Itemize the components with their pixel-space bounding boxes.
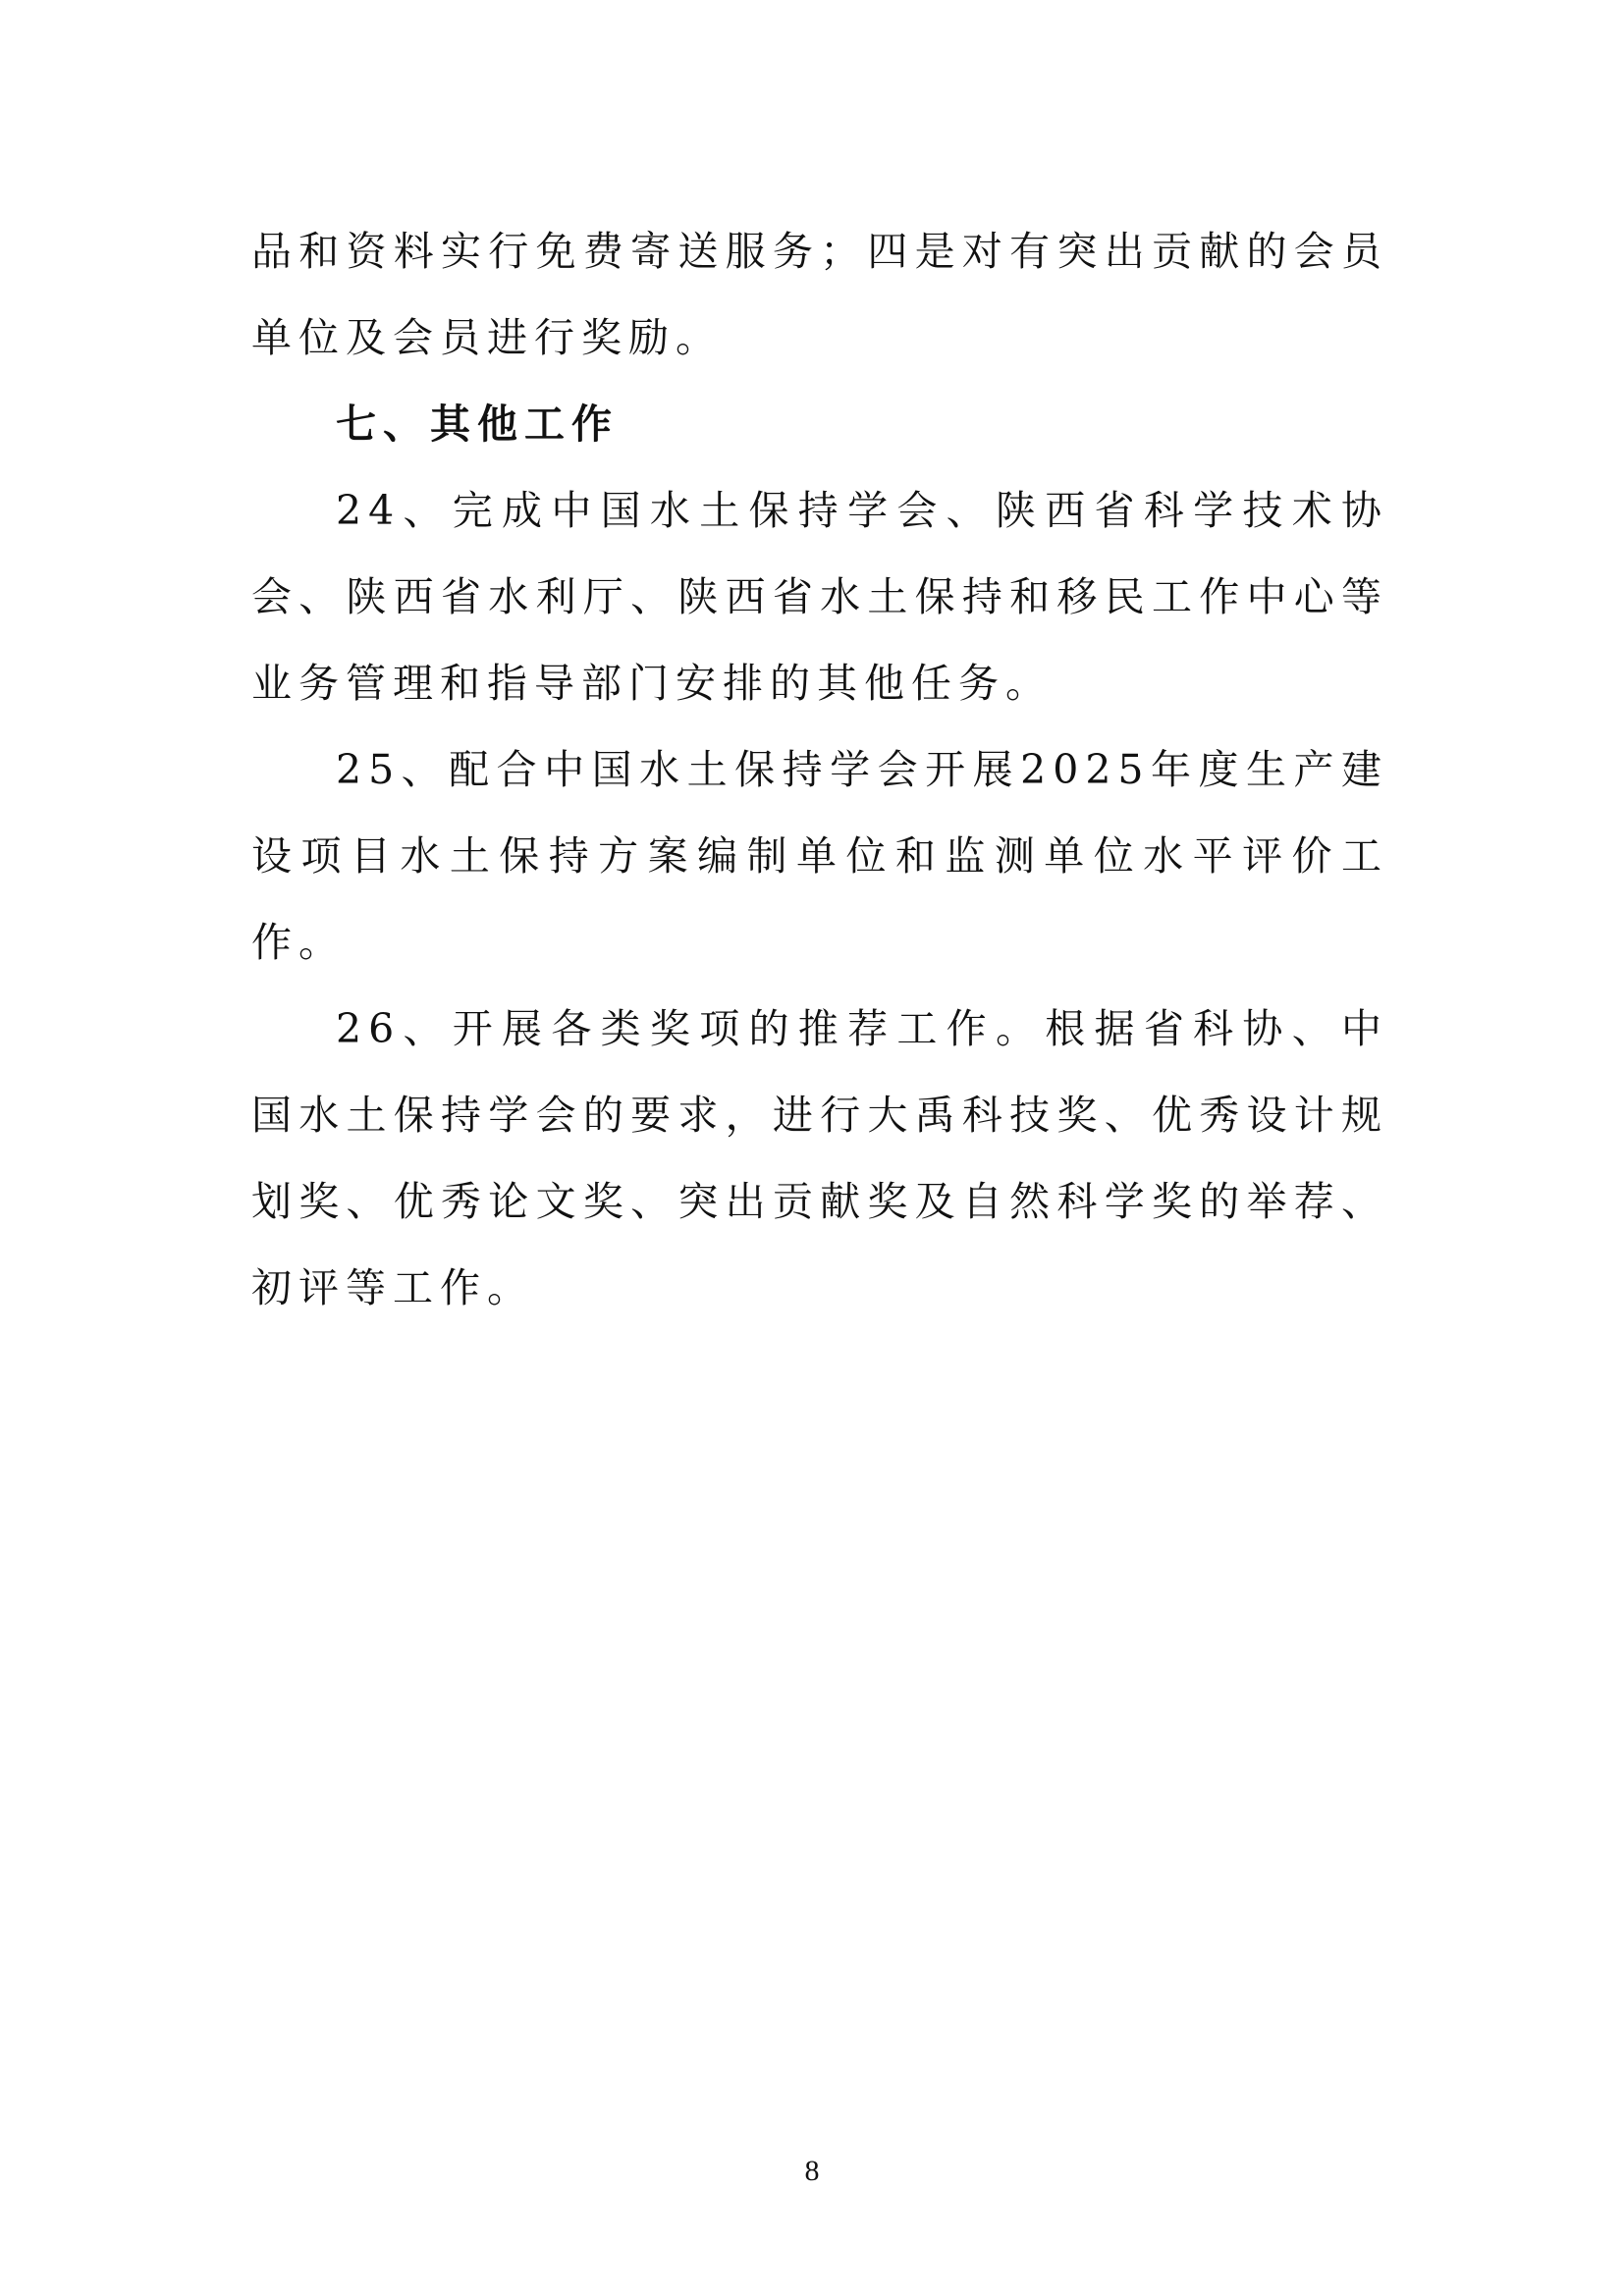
paragraph-item-25: 25、配合中国水土保持学会开展2025年度生产建设项目水土保持方案编制单位和监测单位水平评价工作。 (251, 746, 1388, 966)
paragraph-item-24: 24、完成中国水土保持学会、陕西省科学技术协会、陕西省水利厅、陕西省水土保持和移民工作中心等业务管理和指导部门安排的其他任务。 (251, 487, 1388, 707)
paragraph-item-26: 26、开展各类奖项的推荐工作。根据省科协、中国水土保持学会的要求，进行大禹科技奖、优秀设计规划奖、优秀论文奖、突出贡献奖及自然科学奖的举荐、初评等工作。 (251, 1005, 1388, 1311)
paragraph-continuation: 品和资料实行免费寄送服务；四是对有突出贡献的会员单位及会员进行奖励。 (251, 228, 1388, 361)
section-heading: 七、其他工作 (336, 400, 619, 448)
document-body (251, 208, 1388, 1331)
page-number: 8 (804, 2155, 820, 2187)
